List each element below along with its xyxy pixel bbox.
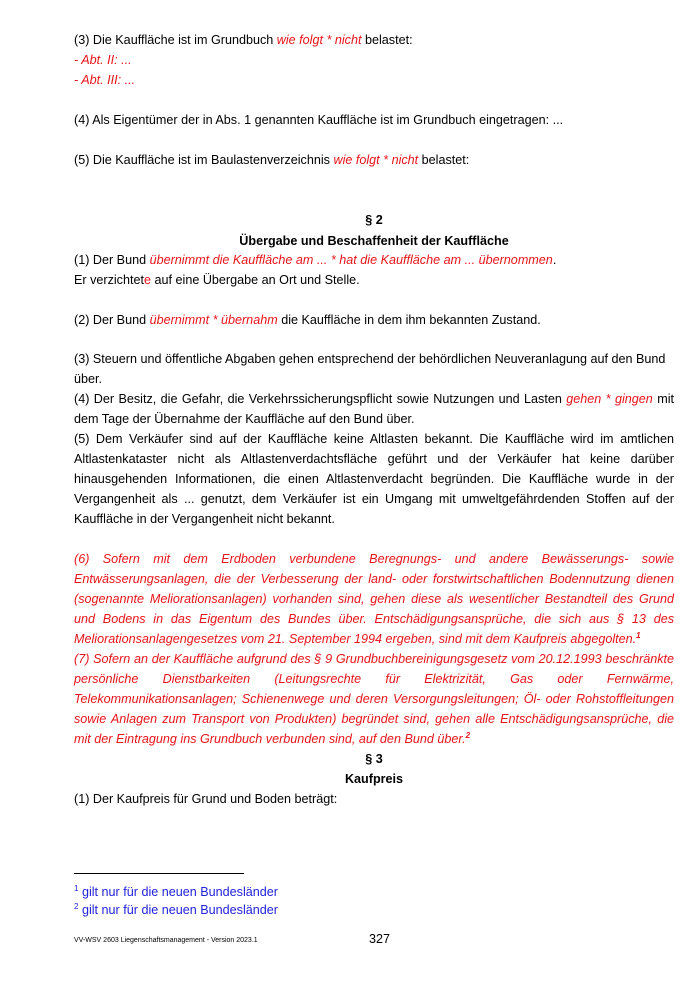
s3-para-1: (1) Der Kaufpreis für Grund und Boden beträgt: bbox=[74, 792, 338, 806]
s2-para-1-cont: Er verzichtete auf eine Übergabe an Ort und Stelle. bbox=[74, 273, 360, 287]
section-2-number: § 2 bbox=[365, 213, 383, 227]
s2-para-1: (1) Der Bund übernimmt die Kauffläche am ... * hat die Kauffläche am ... übernommen. bbox=[74, 253, 557, 267]
s1-para-4: (4) Als Eigentümer der in Abs. 1 genannten Kauffläche ist im Grundbuch eingetragen: ... bbox=[74, 113, 564, 127]
s1-abt-2: - Abt. II: ... bbox=[74, 53, 132, 67]
section-3-title: Kaufpreis bbox=[344, 772, 404, 786]
s2-para-2: (2) Der Bund übernimmt * übernahm die Kauffläche in dem ihm bekannten Zustand. bbox=[74, 313, 541, 327]
s1-abt-3: - Abt. III: ... bbox=[74, 73, 136, 87]
s2-para-5: (5) Dem Verkäufer sind auf der Kauffläche keine Altlasten bekannt. Die Kauffläche wird im amtlichen Altlastenkataster nicht als Altlastenverdachtsfläche geführt und der Verkäufer hat keine darüber hinausgehenden Informationen, die einen Altlastenverdacht begründen. Die Kauffläche wurde in der Vergangenheit als ... genutzt, dem Verkäufer ist ein Umgang mit umweltgefährdenden Stoffen auf der Kauffläche in der Vergangenheit nicht bekannt. bbox=[74, 432, 674, 526]
s1-para-5: (5) Die Kauffläche ist im Baulastenverzeichnis wie folgt * nicht belastet: bbox=[74, 153, 470, 167]
footnote-2: $^2$ gilt nur für die neuen Bundesländer bbox=[74, 901, 278, 917]
footnote-divider bbox=[74, 873, 244, 874]
page-footer: VV-WSV 2603 Liegenschaftsmanagement - Version 2023.1 bbox=[74, 937, 258, 944]
footnote-ref-2: 2 bbox=[465, 730, 471, 740]
page-number: 327 bbox=[369, 932, 391, 946]
footnote-1: $^1$ gilt nur für die neuen Bundesländer bbox=[74, 883, 278, 899]
s2-para-6: (6) Sofern mit dem Erdboden verbundene Beregnungs- und andere Bewässerungs- sowie Entwässerungsanlagen, die der Verbesserung der land- oder forstwirtschaftlichen Bodennutzung dienen (sogenannte Meliorationsanlagen) vorhanden sind, gehen diese als wesentlicher Bestandteil des Grund und Bodens in das Eigentum des Bundes über. Entschädigungsansprüche, die sich aus § 13 des Meliorationsanlagengesetzes vom 21. September 1994 ergeben, sind mit dem Kaufpreis abgegolten.$^1$ bbox=[74, 552, 674, 646]
footnote-ref-1: 1 bbox=[636, 630, 641, 640]
s1-para-3: (3) Die Kauffläche ist im Grundbuch wie folgt * nicht belastet: bbox=[74, 33, 413, 47]
s2-para-7: (7) Sofern an der Kauffläche aufgrund des § 9 Grundbuchbereinigungsgesetz vom 20.12.1993 beschränkte persönliche Dienstbarkeiten (Leitungsrechte für Elektrizität, Gas oder Fernwärme, Telekommunikationsanlagen; Schienenwege und deren Versorgungsleitungen; Öl- oder Rohstoffleitungen sowie Anlagen zum Transport von Produkten) begründet sind, gehen alle Entschädigungsansprüche, die mit der Eintragung ins Grundbuch verbunden sind, auf den Bund über.$^2$ bbox=[74, 652, 674, 746]
section-3-number: § 3 bbox=[365, 752, 383, 766]
section-2-title: Übergabe und Beschaffenheit der Kauffläche bbox=[239, 234, 509, 248]
s2-para-4: (4) Der Besitz, die Gefahr, die Verkehrssicherungspflicht sowie Nutzungen und Lasten gehen * gingen mit dem Tage der Übernahme der Kauffläche auf den Bund über. bbox=[74, 392, 674, 426]
s2-para-3: (3) Steuern und öffentliche Abgaben gehen entsprechend der behördlichen Neuveranlagung auf den Bund über. bbox=[74, 352, 666, 386]
